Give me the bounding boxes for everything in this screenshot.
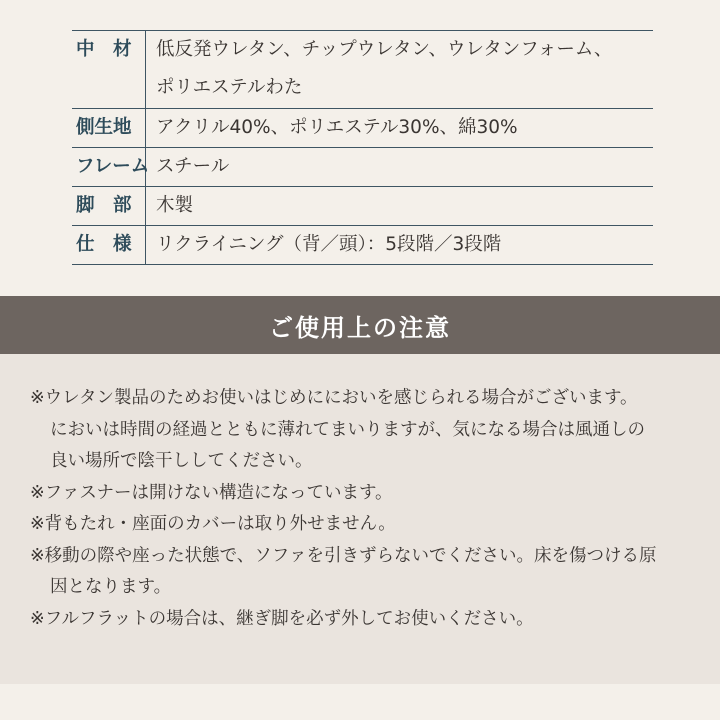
- note-line: においは時間の経過とともに薄れてまいりますが、気になる場合は風通しの: [50, 419, 645, 440]
- caution-body: [0, 354, 720, 684]
- spec-label: 中 材: [72, 31, 146, 108]
- spec-table: [72, 30, 653, 265]
- spec-value-line: 低反発ウレタン、チップウレタン、ウレタンフォーム、: [156, 39, 613, 60]
- caution-title: ご使用上の注意: [269, 313, 451, 342]
- spec-value: リクライニング（背／頭）：5段階／3段階: [156, 234, 502, 255]
- spec-row-fabric: [72, 109, 653, 148]
- spec-row-spec: [72, 226, 653, 265]
- spec-value: アクリル40%、ポリエステル30%、綿30%: [156, 117, 518, 138]
- spec-section: [0, 0, 720, 296]
- note-line: ※ファスナーは開けない構造になっています。: [30, 482, 393, 503]
- note-line: 因となります。: [50, 577, 172, 597]
- spec-value: 木製: [156, 195, 194, 216]
- note-line: ※フルフラットの場合は、継ぎ脚を必ず外してお使いください。: [30, 608, 534, 629]
- caution-header: [0, 296, 720, 354]
- spec-value-line: ポリエステルわた: [156, 77, 303, 98]
- note-line: 良い場所で陰干ししてください。: [50, 451, 313, 471]
- spec-label: フレーム: [72, 148, 146, 186]
- note-line: ※移動の際や座った状態で、ソファを引きずらないでください。床を傷つける原: [30, 545, 657, 566]
- spec-row-filling: [72, 31, 653, 109]
- spec-value: スチール: [156, 156, 230, 177]
- spec-row-frame: [72, 148, 653, 187]
- spec-label: 仕 様: [72, 226, 146, 264]
- spec-row-legs: [72, 187, 653, 226]
- spec-label: 脚 部: [72, 187, 146, 225]
- spec-label: 側生地: [72, 109, 146, 147]
- spec-value: [146, 31, 653, 108]
- bottom-strip: [0, 684, 720, 720]
- caution-notes: [30, 383, 700, 635]
- note-line: ※ウレタン製品のためお使いはじめににおいを感じられる場合がございます。: [30, 388, 638, 408]
- note-line: ※背もたれ・座面のカバーは取り外せません。: [30, 514, 396, 534]
